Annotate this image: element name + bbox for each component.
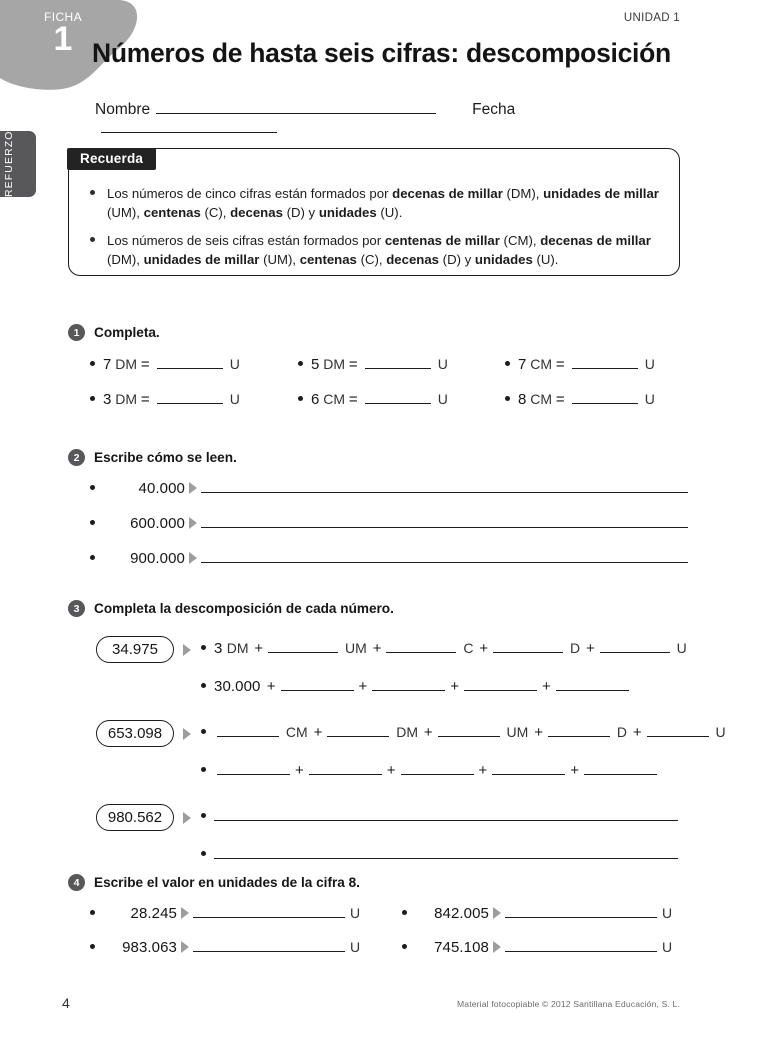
exercise-3-group [68,630,688,706]
operand-unit: DM [111,356,141,372]
fecha-label: Fecha [472,101,516,118]
exercise-3-line [201,846,678,864]
exercise-2-items [90,480,690,585]
recuerda-term: unidades [474,252,533,268]
answer-line[interactable] [201,515,688,528]
unit-label: UNIDAD 1 [623,12,680,24]
number-value-wrap [103,905,177,923]
arrow-right-icon [493,941,501,953]
result-unit: U [225,391,240,407]
exercise-2-item [90,550,690,585]
recuerda-text: (UM), [107,205,144,221]
plus-sign: + [266,678,276,695]
page-title: Números de hasta seis cifras: descomposición [92,38,671,68]
operand-unit: DM [111,391,141,407]
result-unit: U [640,391,655,407]
operand-unit: U [672,640,687,656]
number-value: 900.000 [130,550,185,567]
exercise-4-item [90,939,360,957]
arrow-right-icon [181,907,189,919]
recuerda-text: (U). [532,252,559,268]
number-value-wrap [103,515,185,533]
recuerda-text: Los números de cinco cifras están formados por [107,186,393,201]
arrow-right-icon [189,482,197,494]
equals-sign: = [348,391,362,408]
operand-unit: UM [502,724,533,740]
exercise-4-title: Escribe el valor en unidades de la cifra 8. [94,875,360,890]
plus-sign: + [386,762,396,779]
exercise-4-header [68,874,688,894]
answer-blank[interactable] [365,356,431,369]
bullet-icon [505,396,510,401]
operand-digit: 5 [311,356,320,373]
plus-sign: + [586,640,595,657]
number-value: 600.000 [130,515,185,532]
ficha-label: FICHA [44,10,82,24]
recuerda-item [90,231,670,269]
bullet-icon [298,396,303,401]
recuerda-text: (DM), [107,252,144,268]
recuerda-text: (UM), [259,252,300,268]
answer-blank[interactable] [556,678,629,691]
exercise-3-line [201,640,687,658]
number-value: 745.108 [434,939,489,956]
bullet-icon [402,910,407,915]
number-value: 40.000 [138,480,185,497]
operand-value: 30.000 [214,678,265,695]
bullet-icon [201,729,206,734]
plus-sign: + [450,678,460,695]
answer-blank[interactable] [386,640,456,653]
equals-sign: = [348,356,362,373]
answer-line[interactable] [201,550,688,563]
plus-sign: + [295,762,304,779]
nombre-input-line[interactable] [156,100,436,114]
exercise-3-group [68,714,726,790]
exercise-3-items [68,630,726,882]
operand-digit: 3 [103,391,112,408]
arrow-right-icon [183,644,191,656]
answer-line[interactable] [505,939,657,952]
recuerda-text: (D) y [439,252,475,268]
answer-blank[interactable] [309,762,382,775]
operand-digit: 6 [311,391,320,408]
answer-blank[interactable] [572,391,638,404]
number-pill: 34.975 [96,636,174,663]
recuerda-text: Los números de seis cifras están formados por [107,233,385,249]
answer-blank[interactable] [492,762,565,775]
exercise-2 [68,449,688,567]
bullet-icon [201,645,206,650]
answer-blank[interactable] [572,356,638,369]
operand-digit: 7 [518,356,527,373]
number-value-wrap [103,480,185,498]
exercise-1-item [505,391,655,409]
number-value-wrap [415,939,489,957]
bullet-icon [90,485,95,490]
operand-unit: DM [392,724,422,740]
name-date-row [95,100,685,124]
nombre-label: Nombre [95,101,151,118]
answer-blank[interactable] [401,762,474,775]
exercise-3-line [201,724,726,742]
recuerda-text: (C), [356,252,387,268]
plus-sign: + [313,724,323,741]
exercise-3-title: Completa la descomposición de cada número. [94,601,394,616]
operand-unit: CM [282,724,312,740]
answer-line[interactable] [214,846,678,859]
recuerda-text: (CM), [499,233,541,249]
operand-value: 3 [214,640,227,657]
recuerda-term: decenas [230,205,283,221]
answer-blank[interactable] [493,640,563,653]
operand-unit: CM [319,391,349,407]
arrow-right-icon [183,728,191,740]
recuerda-term: centenas [299,252,357,268]
recuerda-term: decenas de millar [392,186,503,201]
arrow-right-icon [181,941,189,953]
equals-sign: = [140,356,154,373]
result-unit: U [350,939,361,955]
operand-digit: 7 [103,356,112,373]
exercise-1-row [90,391,690,426]
exercise-1-item [90,391,240,409]
exercise-3-header [68,600,688,620]
exercise-1-items [90,356,690,426]
result-unit: U [350,905,361,921]
bullet-icon [201,813,206,818]
recuerda-list [90,184,670,279]
result-unit: U [433,391,448,407]
arrow-right-icon [189,552,197,564]
operand-unit: DM [319,356,349,372]
exercise-1-header [68,324,688,344]
answer-blank[interactable] [217,762,290,775]
exercise-3 [68,600,726,826]
number-value-wrap [415,905,489,923]
exercise-4-item [402,939,672,957]
bullet-icon [298,361,303,366]
arrow-right-icon [183,812,191,824]
exercise-4 [68,874,688,956]
bullet-icon [90,944,95,949]
exercise-1-item [505,356,655,374]
bullet-icon [201,683,206,688]
answer-line[interactable] [193,905,345,918]
operand-unit: D [612,724,631,740]
exercise-3-group [68,798,688,874]
operand-unit: C [459,640,478,656]
exercise-4-number: 4 [68,874,85,891]
exercise-1-title: Completa. [94,325,160,340]
answer-blank[interactable] [327,724,389,737]
recuerda-term: centenas [143,205,201,221]
ficha-number: 1 [53,20,73,58]
recuerda-term: unidades de millar [143,252,260,268]
equals-sign: = [555,356,569,373]
operand-unit: D [566,640,585,656]
page-number: 4 [62,995,70,1011]
plus-sign: + [372,640,382,657]
arrow-right-icon [493,907,501,919]
operand-unit: CM [526,356,556,372]
answer-blank[interactable] [548,724,610,737]
result-unit: U [225,356,240,372]
exercise-4-item [402,905,672,923]
plus-sign: + [570,762,580,779]
answer-blank[interactable] [464,678,537,691]
answer-line[interactable] [201,480,688,493]
recuerda-item [90,184,670,222]
answer-line[interactable] [193,939,345,952]
equals-sign: = [140,391,154,408]
bullet-icon [90,396,95,401]
bullet-icon [90,190,95,195]
number-value: 842.005 [434,905,489,922]
answer-blank[interactable] [600,640,670,653]
exercise-1-number: 1 [68,324,85,341]
bullet-icon [90,910,95,915]
number-value-wrap [103,939,177,957]
bullet-icon [201,851,206,856]
bullet-icon [505,361,510,366]
recuerda-term: unidades [318,205,377,221]
answer-blank[interactable] [217,724,279,737]
result-unit: U [662,905,673,921]
plus-sign: + [534,724,543,741]
exercise-1 [68,324,688,408]
bullet-icon [90,555,95,560]
result-unit: U [640,356,655,372]
result-unit: U [433,356,448,372]
answer-blank[interactable] [157,356,223,369]
exercise-3-number: 3 [68,600,85,617]
plus-sign: + [423,724,433,741]
answer-blank[interactable] [438,724,500,737]
exercise-2-item [90,515,690,550]
equals-sign: = [555,391,569,408]
operand-unit: U [711,724,726,740]
plus-sign: + [542,678,551,695]
plus-sign: + [358,678,368,695]
plus-sign: + [478,762,488,779]
operand-digit: 8 [518,391,527,408]
exercise-1-item [90,356,240,374]
number-pill: 980.562 [96,804,174,831]
exercise-4-row [90,905,690,939]
plus-sign: + [254,640,264,657]
exercise-2-title: Escribe cómo se leen. [94,450,237,465]
recuerda-text: (U). [376,205,403,221]
plus-sign: + [632,724,642,741]
exercise-4-items [90,905,690,973]
number-value-wrap [103,550,185,568]
exercise-1-item [298,391,448,409]
exercise-3-line [201,678,632,696]
bullet-icon [90,237,95,242]
arrow-right-icon [189,517,197,529]
exercise-2-number: 2 [68,449,85,466]
recuerda-badge: Recuerda [67,148,156,170]
exercise-3-line [201,808,678,826]
recuerda-term: centenas de millar [384,233,500,249]
number-pill: 653.098 [96,720,174,747]
operand-unit: UM [341,640,371,656]
recuerda-term: decenas [386,252,440,268]
exercise-4-item [90,905,360,923]
bullet-icon [90,520,95,525]
number-value: 28.245 [130,905,177,922]
recuerda-text: (C), [200,205,231,221]
answer-line[interactable] [214,808,678,821]
plus-sign: + [479,640,489,657]
recuerda-text: (D) y [282,205,319,221]
exercise-2-header [68,449,688,469]
answer-blank[interactable] [157,391,223,404]
footer-credit: Material fotocopiable © 2012 Santillana Educación, S. L. [456,999,680,1009]
recuerda-term: unidades de millar [543,186,659,201]
answer-blank[interactable] [281,678,354,691]
exercise-1-row [90,356,690,391]
exercise-3-line [201,762,660,780]
exercise-4-row [90,939,690,973]
result-unit: U [662,939,673,955]
bullet-icon [90,361,95,366]
exercise-2-item [90,480,690,515]
operand-unit: DM [226,640,253,656]
answer-blank[interactable] [372,678,445,691]
refuerzo-side-tab-label: REFUERZO [3,130,15,198]
operand-unit: CM [526,391,556,407]
exercise-1-item [298,356,448,374]
answer-blank[interactable] [268,640,338,653]
bullet-icon [402,944,407,949]
recuerda-term: decenas de millar [540,233,651,249]
fecha-input-line[interactable] [101,119,277,133]
number-value: 983.063 [122,939,177,956]
recuerda-text: (DM), [502,186,544,201]
answer-blank[interactable] [365,391,431,404]
answer-blank[interactable] [647,724,709,737]
bullet-icon [201,767,206,772]
answer-blank[interactable] [584,762,657,775]
answer-line[interactable] [505,905,657,918]
